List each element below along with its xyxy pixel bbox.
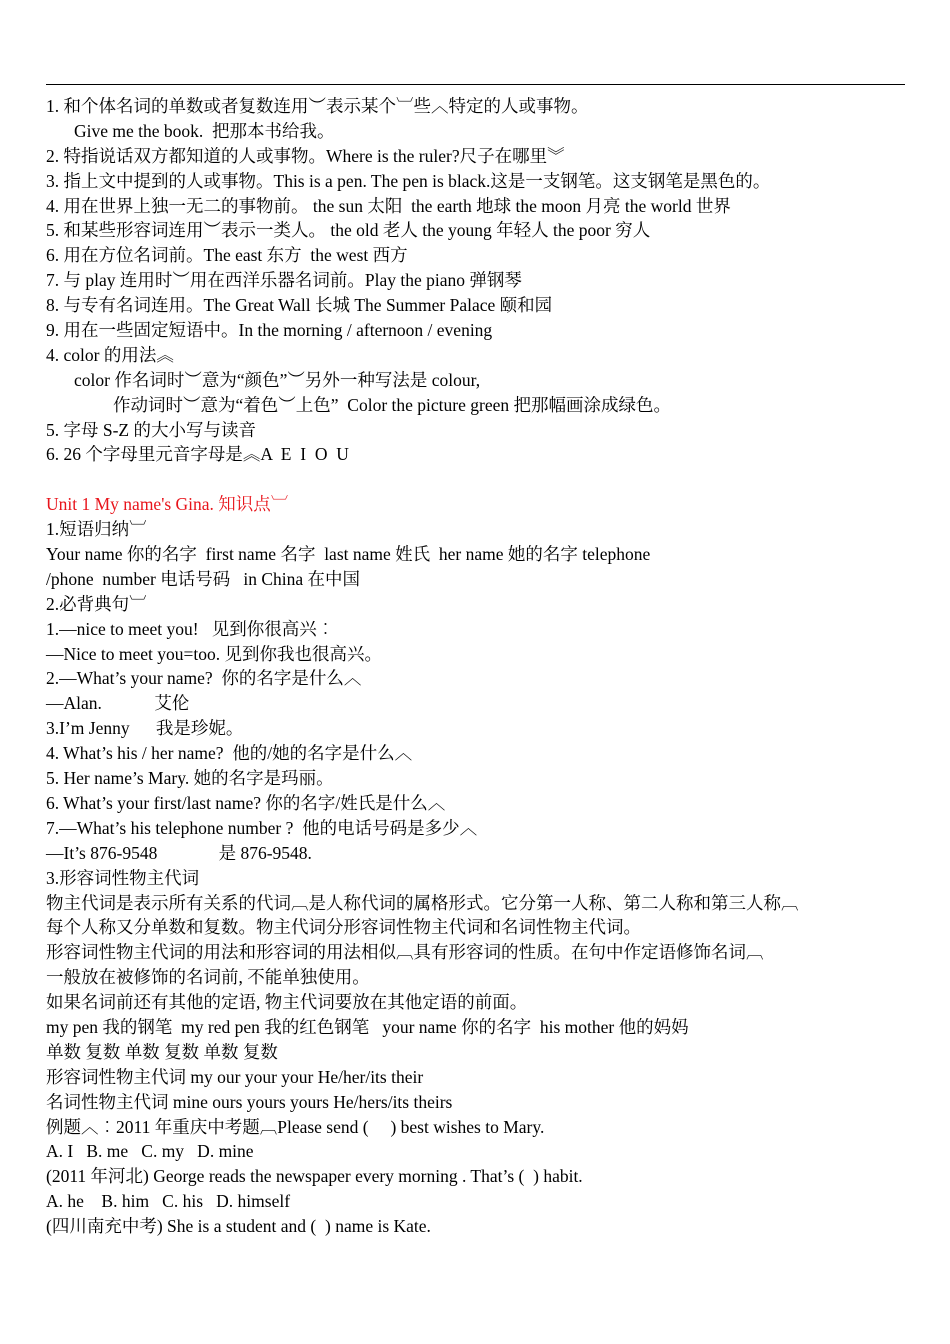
text-line: 1.—nice to meet you! 见到你很高兴︰ xyxy=(46,618,335,639)
text-line: 4. 用在世界上独一无二的事物前。 the sun 太阳 the earth 地球 the moon 月亮 the world 世界 xyxy=(46,195,731,216)
text-line: —Alan. 艾伦 xyxy=(46,693,190,714)
text-line: 2.必背典句︺ xyxy=(46,593,147,614)
text-line: 3.I’m Jenny 我是珍妮。 xyxy=(46,718,244,739)
text-line: 5. Her name’s Mary. 她的名字是玛丽。 xyxy=(46,768,334,789)
text-line: A. he B. him C. his D. himself xyxy=(46,1191,291,1212)
text-line: (2011 年河北) George reads the newspaper every morning . That’s ( ) habit. xyxy=(46,1166,583,1187)
text-line: 9. 用在一些固定短语中。In the morning / afternoon / evening xyxy=(46,320,493,341)
text-line: —It’s 876-9548 是 876-9548. xyxy=(46,842,312,863)
text-line: 5. 字母 S-Z 的大小写与读音 xyxy=(46,419,256,440)
text-line: (四川南充中考) She is a student and ( ) name is Kate. xyxy=(46,1216,431,1237)
document-body xyxy=(46,94,906,1239)
text-line: 3. 指上文中提到的人或事物。This is a pen. The pen is black.这是一支钢笔。这支钢笔是黑色的。 xyxy=(46,170,771,191)
text-line: 6. 26 个字母里元音字母是︽A E I O U xyxy=(46,444,349,465)
text-line: 6. What’s your first/last name? 你的名字/姓氏是什么︿ xyxy=(46,792,446,813)
text-line: 3.形容词性物主代词 xyxy=(46,867,200,888)
text-line: 作动词时︶意为“着色︶上色” Color the picture green 把那幅画涂成绿色。 xyxy=(113,394,671,415)
text-line: 5. 和某些形容词连用︶表示一类人。 the old 老人 the young 年轻人 the poor 穷人 xyxy=(46,220,651,241)
text-line: 形容词性物主代词的用法和形容词的用法相似︹具有形容词的性质。在句中作定语修饰名词︹ xyxy=(46,942,764,963)
text-line: 单数 复数 单数 复数 单数 复数 xyxy=(46,1041,278,1062)
text-line: 1.短语归纳︺ xyxy=(46,519,147,540)
text-line: 7.—What’s his telephone number ? 他的电话号码是多少︿ xyxy=(46,817,478,838)
text-line: 名词性物主代词 mine ours yours yours He/hers/its theirs xyxy=(46,1091,453,1112)
blank-line xyxy=(46,467,906,492)
header-rule xyxy=(46,84,905,85)
text-line: 8. 与专有名词连用。The Great Wall 长城 The Summer Palace 颐和园 xyxy=(46,295,553,316)
text-line: 4. color 的用法︽ xyxy=(46,344,174,365)
text-line: color 作名词时︶意为“颜色”︶另外一种写法是 colour, xyxy=(74,369,481,390)
text-line: 4. What’s his / her name? 他的/她的名字是什么︿ xyxy=(46,743,413,764)
unit-heading: Unit 1 My name's Gina. 知识点︺ xyxy=(46,494,289,515)
text-line: 2. 特指说话双方都知道的人或事物。Where is the ruler?尺子在哪里︾ xyxy=(46,145,565,166)
text-line: A. I B. me C. my D. mine xyxy=(46,1141,254,1162)
text-line: Your name 你的名字 first name 名字 last name 姓氏 her name 她的名字 telephone xyxy=(46,544,651,565)
text-line: my pen 我的钢笔 my red pen 我的红色钢笔 your name 你的名字 his mother 他的妈妈 xyxy=(46,1016,689,1037)
text-line: 6. 用在方位名词前。The east 东方 the west 西方 xyxy=(46,245,408,266)
text-line: 物主代词是表示所有关系的代词︹是人称代词的属格形式。它分第一人称、第二人称和第三人称︹ xyxy=(46,892,799,913)
text-line: 形容词性物主代词 my our your your He/her/its their xyxy=(46,1066,424,1087)
text-line: 如果名词前还有其他的定语, 物主代词要放在其他定语的前面。 xyxy=(46,992,528,1013)
text-line: —Nice to meet you=too. 见到你我也很高兴。 xyxy=(46,643,383,664)
text-line: 例题︿︰2011 年重庆中考题︹Please send ( ) best wishes to Mary. xyxy=(46,1116,545,1137)
text-line: 每个人称又分单数和复数。物主代词分形容词性物主代词和名词性物主代词。 xyxy=(46,917,641,938)
text-line: 7. 与 play 连用时︶用在西洋乐器名词前。Play the piano 弹钢琴 xyxy=(46,270,522,291)
text-line: /phone number 电话号码 in China 在中国 xyxy=(46,568,360,589)
text-line: Give me the book. 把那本书给我。 xyxy=(74,120,335,141)
text-line: 一般放在被修饰的名词前, 不能单独使用。 xyxy=(46,967,370,988)
text-line: 2.—What’s your name? 你的名字是什么︿ xyxy=(46,668,362,689)
text-line: 1. 和个体名词的单数或者复数连用︶表示某个︺些︿特定的人或事物。 xyxy=(46,96,589,116)
